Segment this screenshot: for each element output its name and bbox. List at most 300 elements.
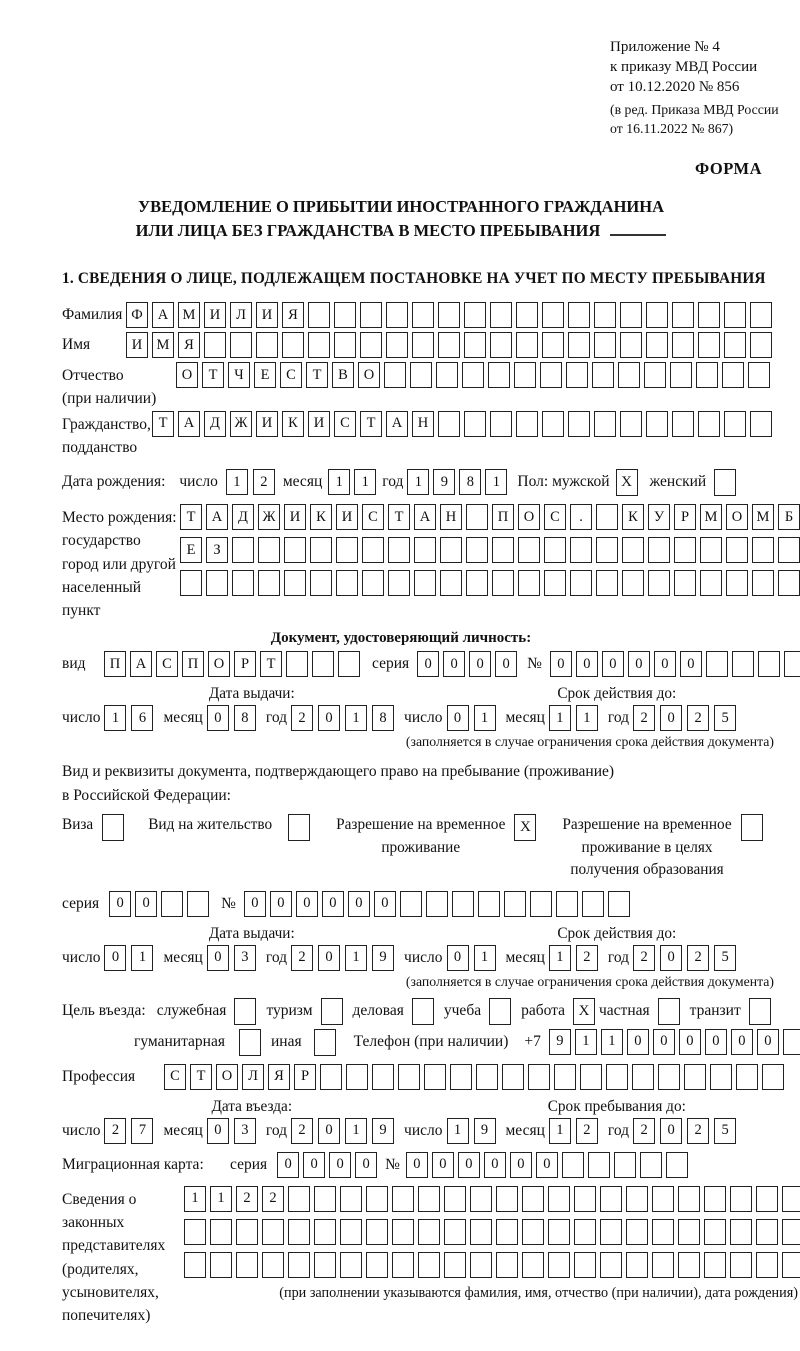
char-cell[interactable] bbox=[258, 570, 280, 596]
char-cell[interactable]: 1 bbox=[104, 705, 126, 731]
char-cell[interactable] bbox=[492, 570, 514, 596]
char-cell[interactable] bbox=[204, 332, 226, 358]
char-cell[interactable] bbox=[632, 1064, 654, 1090]
char-cell[interactable] bbox=[312, 651, 334, 677]
char-cell[interactable] bbox=[666, 1152, 688, 1178]
char-cell[interactable] bbox=[726, 537, 748, 563]
char-cell[interactable] bbox=[600, 1219, 622, 1245]
female-checkbox[interactable] bbox=[714, 469, 736, 496]
char-cell[interactable] bbox=[522, 1219, 544, 1245]
char-cell[interactable] bbox=[206, 570, 228, 596]
char-cell[interactable]: Я bbox=[178, 332, 200, 358]
char-cell[interactable] bbox=[646, 411, 668, 437]
char-cell[interactable] bbox=[528, 1064, 550, 1090]
char-cell[interactable] bbox=[262, 1219, 284, 1245]
male-checkbox[interactable]: X bbox=[616, 469, 638, 496]
char-cell[interactable] bbox=[568, 302, 590, 328]
char-cell[interactable] bbox=[614, 1152, 636, 1178]
char-cell[interactable] bbox=[594, 332, 616, 358]
char-cell[interactable]: 0 bbox=[680, 651, 702, 677]
char-cell[interactable]: 0 bbox=[443, 651, 465, 677]
char-cell[interactable]: 1 bbox=[328, 469, 350, 495]
char-cell[interactable]: 0 bbox=[654, 651, 676, 677]
char-cell[interactable] bbox=[522, 1252, 544, 1278]
char-cell[interactable] bbox=[256, 332, 278, 358]
char-cell[interactable]: 0 bbox=[348, 891, 370, 917]
char-cell[interactable]: 1 bbox=[345, 1118, 367, 1144]
char-cell[interactable] bbox=[544, 570, 566, 596]
char-cell[interactable]: У bbox=[648, 504, 670, 530]
char-cell[interactable]: 2 bbox=[687, 705, 709, 731]
char-cell[interactable]: 0 bbox=[318, 705, 340, 731]
char-cell[interactable] bbox=[620, 332, 642, 358]
char-cell[interactable]: 2 bbox=[291, 945, 313, 971]
char-cell[interactable] bbox=[652, 1252, 674, 1278]
char-cell[interactable]: 0 bbox=[406, 1152, 428, 1178]
char-cell[interactable]: 0 bbox=[484, 1152, 506, 1178]
purpose-transit-checkbox[interactable] bbox=[749, 998, 771, 1025]
char-cell[interactable]: О bbox=[208, 651, 230, 677]
visa-checkbox[interactable] bbox=[102, 814, 124, 841]
char-cell[interactable] bbox=[698, 332, 720, 358]
char-cell[interactable] bbox=[530, 891, 552, 917]
char-cell[interactable]: 7 bbox=[131, 1118, 153, 1144]
char-cell[interactable] bbox=[476, 1064, 498, 1090]
char-cell[interactable] bbox=[750, 302, 772, 328]
char-cell[interactable] bbox=[644, 362, 666, 388]
char-cell[interactable]: 1 bbox=[345, 945, 367, 971]
char-cell[interactable]: 1 bbox=[549, 705, 571, 731]
char-cell[interactable]: 1 bbox=[549, 1118, 571, 1144]
char-cell[interactable]: 9 bbox=[372, 945, 394, 971]
char-cell[interactable] bbox=[452, 891, 474, 917]
char-cell[interactable] bbox=[492, 537, 514, 563]
char-cell[interactable]: 2 bbox=[576, 945, 598, 971]
char-cell[interactable] bbox=[426, 891, 448, 917]
char-cell[interactable]: 0 bbox=[207, 1118, 229, 1144]
char-cell[interactable]: Р bbox=[234, 651, 256, 677]
char-cell[interactable]: Е bbox=[180, 537, 202, 563]
char-cell[interactable] bbox=[384, 362, 406, 388]
char-cell[interactable]: А bbox=[178, 411, 200, 437]
char-cell[interactable]: И bbox=[256, 302, 278, 328]
char-cell[interactable] bbox=[308, 302, 330, 328]
char-cell[interactable] bbox=[258, 537, 280, 563]
char-cell[interactable] bbox=[464, 302, 486, 328]
char-cell[interactable]: 2 bbox=[576, 1118, 598, 1144]
char-cell[interactable] bbox=[362, 537, 384, 563]
purpose-work-checkbox[interactable]: X bbox=[573, 998, 595, 1025]
char-cell[interactable]: 1 bbox=[447, 1118, 469, 1144]
char-cell[interactable] bbox=[704, 1186, 726, 1212]
char-cell[interactable]: 8 bbox=[459, 469, 481, 495]
char-cell[interactable] bbox=[392, 1252, 414, 1278]
char-cell[interactable]: А bbox=[206, 504, 228, 530]
char-cell[interactable] bbox=[732, 651, 754, 677]
char-cell[interactable]: А bbox=[414, 504, 436, 530]
char-cell[interactable] bbox=[674, 537, 696, 563]
char-cell[interactable] bbox=[588, 1152, 610, 1178]
char-cell[interactable]: Т bbox=[306, 362, 328, 388]
char-cell[interactable]: Ж bbox=[230, 411, 252, 437]
char-cell[interactable] bbox=[548, 1186, 570, 1212]
char-cell[interactable] bbox=[620, 411, 642, 437]
char-cell[interactable] bbox=[314, 1186, 336, 1212]
char-cell[interactable]: 8 bbox=[372, 705, 394, 731]
char-cell[interactable]: М bbox=[752, 504, 774, 530]
char-cell[interactable]: 1 bbox=[226, 469, 248, 495]
char-cell[interactable]: 0 bbox=[653, 1029, 675, 1055]
char-cell[interactable]: 8 bbox=[234, 705, 256, 731]
char-cell[interactable]: О bbox=[216, 1064, 238, 1090]
char-cell[interactable]: Ч bbox=[228, 362, 250, 388]
char-cell[interactable] bbox=[418, 1186, 440, 1212]
purpose-study-checkbox[interactable] bbox=[489, 998, 511, 1025]
char-cell[interactable] bbox=[470, 1219, 492, 1245]
char-cell[interactable] bbox=[724, 411, 746, 437]
char-cell[interactable] bbox=[783, 1029, 800, 1055]
char-cell[interactable] bbox=[672, 332, 694, 358]
char-cell[interactable] bbox=[180, 570, 202, 596]
char-cell[interactable]: 0 bbox=[576, 651, 598, 677]
char-cell[interactable]: 1 bbox=[576, 705, 598, 731]
char-cell[interactable]: 1 bbox=[184, 1186, 206, 1212]
char-cell[interactable]: 0 bbox=[277, 1152, 299, 1178]
char-cell[interactable] bbox=[464, 332, 486, 358]
char-cell[interactable]: 0 bbox=[469, 651, 491, 677]
char-cell[interactable] bbox=[400, 891, 422, 917]
char-cell[interactable]: 0 bbox=[318, 945, 340, 971]
char-cell[interactable] bbox=[340, 1252, 362, 1278]
char-cell[interactable]: 9 bbox=[433, 469, 455, 495]
char-cell[interactable]: Л bbox=[242, 1064, 264, 1090]
char-cell[interactable]: 1 bbox=[485, 469, 507, 495]
char-cell[interactable] bbox=[288, 1219, 310, 1245]
char-cell[interactable] bbox=[438, 302, 460, 328]
char-cell[interactable] bbox=[566, 362, 588, 388]
char-cell[interactable] bbox=[698, 411, 720, 437]
char-cell[interactable]: А bbox=[130, 651, 152, 677]
char-cell[interactable] bbox=[784, 651, 800, 677]
char-cell[interactable] bbox=[504, 891, 526, 917]
char-cell[interactable]: 0 bbox=[731, 1029, 753, 1055]
char-cell[interactable]: 1 bbox=[474, 705, 496, 731]
char-cell[interactable] bbox=[696, 362, 718, 388]
char-cell[interactable]: 0 bbox=[109, 891, 131, 917]
char-cell[interactable]: 1 bbox=[549, 945, 571, 971]
char-cell[interactable]: 0 bbox=[244, 891, 266, 917]
char-cell[interactable]: 2 bbox=[253, 469, 275, 495]
char-cell[interactable] bbox=[600, 1186, 622, 1212]
char-cell[interactable] bbox=[756, 1186, 778, 1212]
char-cell[interactable]: З bbox=[206, 537, 228, 563]
char-cell[interactable] bbox=[236, 1252, 258, 1278]
char-cell[interactable] bbox=[392, 1219, 414, 1245]
char-cell[interactable]: О bbox=[358, 362, 380, 388]
char-cell[interactable] bbox=[444, 1252, 466, 1278]
char-cell[interactable] bbox=[626, 1219, 648, 1245]
char-cell[interactable]: С bbox=[164, 1064, 186, 1090]
char-cell[interactable] bbox=[648, 537, 670, 563]
char-cell[interactable] bbox=[730, 1186, 752, 1212]
char-cell[interactable] bbox=[360, 332, 382, 358]
char-cell[interactable] bbox=[626, 1252, 648, 1278]
char-cell[interactable]: Я bbox=[268, 1064, 290, 1090]
char-cell[interactable]: 0 bbox=[510, 1152, 532, 1178]
char-cell[interactable]: 0 bbox=[757, 1029, 779, 1055]
char-cell[interactable] bbox=[444, 1219, 466, 1245]
char-cell[interactable] bbox=[750, 411, 772, 437]
char-cell[interactable] bbox=[778, 537, 800, 563]
char-cell[interactable] bbox=[418, 1252, 440, 1278]
char-cell[interactable] bbox=[568, 332, 590, 358]
char-cell[interactable] bbox=[596, 537, 618, 563]
char-cell[interactable] bbox=[684, 1064, 706, 1090]
char-cell[interactable] bbox=[410, 362, 432, 388]
char-cell[interactable]: О bbox=[726, 504, 748, 530]
char-cell[interactable] bbox=[308, 332, 330, 358]
char-cell[interactable] bbox=[730, 1219, 752, 1245]
char-cell[interactable]: 1 bbox=[345, 705, 367, 731]
char-cell[interactable]: М bbox=[178, 302, 200, 328]
char-cell[interactable] bbox=[440, 537, 462, 563]
char-cell[interactable] bbox=[412, 302, 434, 328]
char-cell[interactable]: 0 bbox=[660, 1118, 682, 1144]
char-cell[interactable] bbox=[626, 1186, 648, 1212]
char-cell[interactable] bbox=[392, 1186, 414, 1212]
char-cell[interactable] bbox=[496, 1219, 518, 1245]
char-cell[interactable] bbox=[490, 302, 512, 328]
residence-permit-checkbox[interactable] bbox=[288, 814, 310, 841]
char-cell[interactable] bbox=[678, 1219, 700, 1245]
char-cell[interactable] bbox=[782, 1219, 800, 1245]
char-cell[interactable] bbox=[622, 570, 644, 596]
char-cell[interactable]: 1 bbox=[407, 469, 429, 495]
char-cell[interactable] bbox=[284, 537, 306, 563]
char-cell[interactable] bbox=[542, 332, 564, 358]
char-cell[interactable] bbox=[594, 302, 616, 328]
char-cell[interactable]: А bbox=[152, 302, 174, 328]
char-cell[interactable] bbox=[464, 411, 486, 437]
char-cell[interactable] bbox=[346, 1064, 368, 1090]
char-cell[interactable]: 2 bbox=[633, 945, 655, 971]
char-cell[interactable]: 0 bbox=[602, 651, 624, 677]
char-cell[interactable]: 2 bbox=[633, 705, 655, 731]
char-cell[interactable] bbox=[230, 332, 252, 358]
char-cell[interactable] bbox=[700, 537, 722, 563]
char-cell[interactable] bbox=[582, 891, 604, 917]
char-cell[interactable] bbox=[398, 1064, 420, 1090]
char-cell[interactable] bbox=[762, 1064, 784, 1090]
char-cell[interactable] bbox=[288, 1252, 310, 1278]
char-cell[interactable]: И bbox=[336, 504, 358, 530]
char-cell[interactable] bbox=[730, 1252, 752, 1278]
char-cell[interactable]: Е bbox=[254, 362, 276, 388]
char-cell[interactable] bbox=[522, 1186, 544, 1212]
char-cell[interactable] bbox=[704, 1252, 726, 1278]
char-cell[interactable]: 0 bbox=[432, 1152, 454, 1178]
char-cell[interactable] bbox=[418, 1219, 440, 1245]
char-cell[interactable] bbox=[496, 1186, 518, 1212]
char-cell[interactable] bbox=[596, 570, 618, 596]
char-cell[interactable] bbox=[366, 1219, 388, 1245]
char-cell[interactable]: Д bbox=[204, 411, 226, 437]
char-cell[interactable]: Т bbox=[180, 504, 202, 530]
char-cell[interactable]: П bbox=[492, 504, 514, 530]
char-cell[interactable]: 0 bbox=[296, 891, 318, 917]
char-cell[interactable]: Н bbox=[412, 411, 434, 437]
char-cell[interactable]: Т bbox=[152, 411, 174, 437]
char-cell[interactable]: Р bbox=[294, 1064, 316, 1090]
char-cell[interactable] bbox=[592, 362, 614, 388]
char-cell[interactable] bbox=[336, 537, 358, 563]
char-cell[interactable]: 0 bbox=[458, 1152, 480, 1178]
char-cell[interactable] bbox=[782, 1186, 800, 1212]
char-cell[interactable]: 0 bbox=[270, 891, 292, 917]
char-cell[interactable] bbox=[704, 1219, 726, 1245]
char-cell[interactable] bbox=[748, 362, 770, 388]
char-cell[interactable]: 1 bbox=[575, 1029, 597, 1055]
char-cell[interactable] bbox=[284, 570, 306, 596]
purpose-private-checkbox[interactable] bbox=[658, 998, 680, 1025]
char-cell[interactable]: 0 bbox=[495, 651, 517, 677]
char-cell[interactable]: 0 bbox=[447, 945, 469, 971]
char-cell[interactable]: И bbox=[126, 332, 148, 358]
char-cell[interactable]: 3 bbox=[234, 1118, 256, 1144]
char-cell[interactable] bbox=[424, 1064, 446, 1090]
char-cell[interactable]: Т bbox=[388, 504, 410, 530]
char-cell[interactable] bbox=[516, 302, 538, 328]
char-cell[interactable] bbox=[286, 651, 308, 677]
char-cell[interactable]: Ж bbox=[258, 504, 280, 530]
char-cell[interactable] bbox=[386, 302, 408, 328]
char-cell[interactable] bbox=[412, 332, 434, 358]
char-cell[interactable]: Т bbox=[260, 651, 282, 677]
char-cell[interactable] bbox=[544, 537, 566, 563]
char-cell[interactable] bbox=[648, 570, 670, 596]
char-cell[interactable]: С bbox=[280, 362, 302, 388]
char-cell[interactable]: 0 bbox=[207, 945, 229, 971]
char-cell[interactable] bbox=[161, 891, 183, 917]
char-cell[interactable] bbox=[310, 537, 332, 563]
char-cell[interactable]: Т bbox=[190, 1064, 212, 1090]
char-cell[interactable] bbox=[516, 332, 538, 358]
char-cell[interactable] bbox=[438, 332, 460, 358]
char-cell[interactable] bbox=[184, 1252, 206, 1278]
char-cell[interactable] bbox=[462, 362, 484, 388]
char-cell[interactable] bbox=[366, 1252, 388, 1278]
purpose-humanitarian-checkbox[interactable] bbox=[239, 1029, 261, 1056]
char-cell[interactable]: К bbox=[622, 504, 644, 530]
char-cell[interactable] bbox=[782, 1252, 800, 1278]
char-cell[interactable]: И bbox=[284, 504, 306, 530]
char-cell[interactable]: 0 bbox=[660, 945, 682, 971]
char-cell[interactable] bbox=[672, 302, 694, 328]
char-cell[interactable] bbox=[622, 537, 644, 563]
char-cell[interactable]: 2 bbox=[687, 945, 709, 971]
char-cell[interactable] bbox=[710, 1064, 732, 1090]
char-cell[interactable] bbox=[724, 332, 746, 358]
char-cell[interactable]: Н bbox=[440, 504, 462, 530]
char-cell[interactable]: О bbox=[518, 504, 540, 530]
char-cell[interactable]: 5 bbox=[714, 1118, 736, 1144]
char-cell[interactable]: Б bbox=[778, 504, 800, 530]
char-cell[interactable] bbox=[438, 411, 460, 437]
char-cell[interactable] bbox=[562, 1152, 584, 1178]
char-cell[interactable] bbox=[646, 302, 668, 328]
char-cell[interactable] bbox=[518, 537, 540, 563]
char-cell[interactable]: 2 bbox=[236, 1186, 258, 1212]
char-cell[interactable] bbox=[288, 1186, 310, 1212]
char-cell[interactable]: С bbox=[362, 504, 384, 530]
char-cell[interactable]: И bbox=[256, 411, 278, 437]
char-cell[interactable] bbox=[542, 411, 564, 437]
char-cell[interactable]: 0 bbox=[417, 651, 439, 677]
char-cell[interactable] bbox=[262, 1252, 284, 1278]
char-cell[interactable] bbox=[756, 1219, 778, 1245]
char-cell[interactable] bbox=[210, 1252, 232, 1278]
char-cell[interactable] bbox=[652, 1219, 674, 1245]
char-cell[interactable]: П bbox=[182, 651, 204, 677]
char-cell[interactable] bbox=[570, 570, 592, 596]
char-cell[interactable]: 1 bbox=[210, 1186, 232, 1212]
char-cell[interactable]: 0 bbox=[550, 651, 572, 677]
char-cell[interactable]: 0 bbox=[447, 705, 469, 731]
char-cell[interactable] bbox=[618, 362, 640, 388]
char-cell[interactable] bbox=[388, 570, 410, 596]
char-cell[interactable] bbox=[340, 1186, 362, 1212]
char-cell[interactable]: О bbox=[176, 362, 198, 388]
purpose-tourism-checkbox[interactable] bbox=[321, 998, 343, 1025]
char-cell[interactable] bbox=[678, 1252, 700, 1278]
char-cell[interactable]: С bbox=[544, 504, 566, 530]
char-cell[interactable] bbox=[414, 570, 436, 596]
char-cell[interactable] bbox=[366, 1186, 388, 1212]
char-cell[interactable] bbox=[320, 1064, 342, 1090]
char-cell[interactable]: 1 bbox=[474, 945, 496, 971]
char-cell[interactable]: 5 bbox=[714, 705, 736, 731]
char-cell[interactable]: 1 bbox=[601, 1029, 623, 1055]
char-cell[interactable] bbox=[334, 332, 356, 358]
char-cell[interactable] bbox=[310, 570, 332, 596]
char-cell[interactable] bbox=[388, 537, 410, 563]
char-cell[interactable]: Ф bbox=[126, 302, 148, 328]
char-cell[interactable]: К bbox=[310, 504, 332, 530]
char-cell[interactable] bbox=[514, 362, 536, 388]
char-cell[interactable]: 2 bbox=[687, 1118, 709, 1144]
purpose-official-checkbox[interactable] bbox=[234, 998, 256, 1025]
char-cell[interactable]: П bbox=[104, 651, 126, 677]
char-cell[interactable] bbox=[736, 1064, 758, 1090]
char-cell[interactable]: 0 bbox=[318, 1118, 340, 1144]
char-cell[interactable] bbox=[726, 570, 748, 596]
char-cell[interactable] bbox=[340, 1219, 362, 1245]
char-cell[interactable] bbox=[758, 651, 780, 677]
char-cell[interactable] bbox=[360, 302, 382, 328]
purpose-business-checkbox[interactable] bbox=[412, 998, 434, 1025]
char-cell[interactable] bbox=[580, 1064, 602, 1090]
char-cell[interactable] bbox=[436, 362, 458, 388]
char-cell[interactable] bbox=[362, 570, 384, 596]
temp-permit-checkbox[interactable]: X bbox=[514, 814, 536, 841]
char-cell[interactable] bbox=[314, 1219, 336, 1245]
char-cell[interactable] bbox=[450, 1064, 472, 1090]
char-cell[interactable] bbox=[236, 1219, 258, 1245]
char-cell[interactable]: Д bbox=[232, 504, 254, 530]
char-cell[interactable] bbox=[594, 411, 616, 437]
char-cell[interactable] bbox=[556, 891, 578, 917]
char-cell[interactable]: 0 bbox=[355, 1152, 377, 1178]
